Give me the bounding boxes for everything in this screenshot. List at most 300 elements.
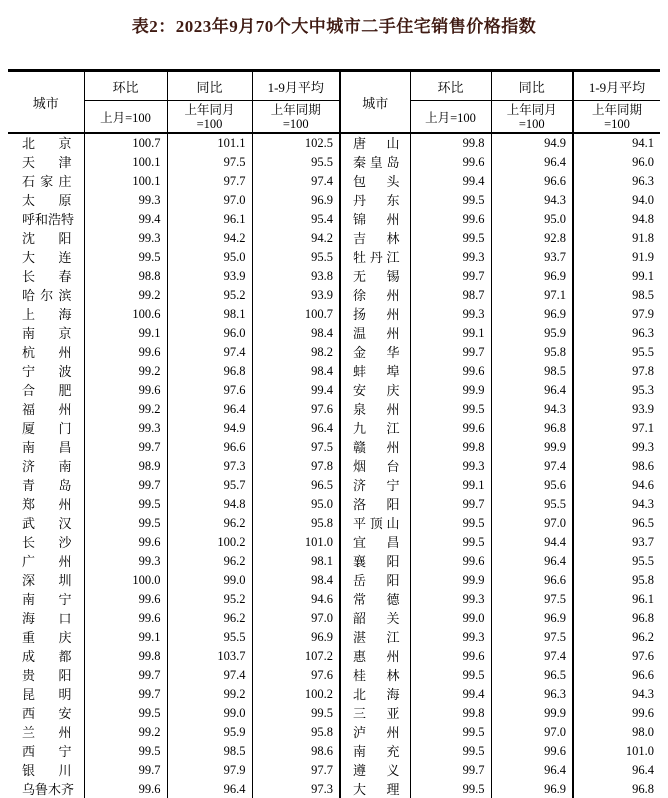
mom-value-right: 99.5 bbox=[410, 780, 491, 798]
city-name: 南 京 bbox=[22, 326, 72, 341]
city-name: 长 春 bbox=[22, 269, 72, 284]
mom-value-right: 99.5 bbox=[410, 723, 491, 742]
mom-value-left: 99.6 bbox=[84, 590, 167, 609]
yoy-value-left: 97.6 bbox=[167, 381, 252, 400]
city-name: 海 口 bbox=[22, 611, 72, 626]
city-cell-left bbox=[8, 514, 84, 533]
table-header bbox=[8, 71, 660, 134]
city-name: 厦 门 bbox=[22, 421, 72, 436]
yoy-value-right: 95.6 bbox=[491, 476, 573, 495]
avg-value-left: 98.2 bbox=[252, 343, 340, 362]
city-name: 无 锡 bbox=[353, 269, 400, 284]
city-name: 泸 州 bbox=[353, 725, 400, 740]
avg-value-right: 96.8 bbox=[573, 780, 660, 798]
yoy-value-left: 95.2 bbox=[167, 590, 252, 609]
mom-value-right: 99.5 bbox=[410, 666, 491, 685]
city-cell-left bbox=[8, 495, 84, 514]
city-name: 南 充 bbox=[353, 744, 400, 759]
yoy-value-left: 97.4 bbox=[167, 666, 252, 685]
mom-value-right: 99.6 bbox=[410, 552, 491, 571]
city-cell-right bbox=[340, 438, 410, 457]
table-row bbox=[8, 286, 660, 305]
mom-value-right: 99.9 bbox=[410, 571, 491, 590]
yoy-value-right: 96.9 bbox=[491, 780, 573, 798]
city-name: 岳 阳 bbox=[353, 573, 400, 588]
avg-value-left: 99.4 bbox=[252, 381, 340, 400]
avg-value-left: 93.8 bbox=[252, 267, 340, 286]
yoy-value-left: 97.7 bbox=[167, 172, 252, 191]
city-cell-right bbox=[340, 761, 410, 780]
avg-value-left: 97.7 bbox=[252, 761, 340, 780]
city-cell-left bbox=[8, 343, 84, 362]
city-cell-left bbox=[8, 438, 84, 457]
city-name: 哈 尔 滨 bbox=[22, 288, 72, 303]
city-cell-right bbox=[340, 381, 410, 400]
city-name: 贵 阳 bbox=[22, 668, 72, 683]
yoy-value-right: 94.3 bbox=[491, 191, 573, 210]
avg-value-right: 95.3 bbox=[573, 381, 660, 400]
mom-value-left: 99.2 bbox=[84, 400, 167, 419]
city-name: 丹 东 bbox=[353, 193, 400, 208]
yoy-value-right: 99.9 bbox=[491, 438, 573, 457]
avg-value-left: 101.0 bbox=[252, 533, 340, 552]
yoy-value-right: 95.9 bbox=[491, 324, 573, 343]
mom-value-right: 99.5 bbox=[410, 742, 491, 761]
table-row bbox=[8, 362, 660, 381]
mom-value-right: 99.4 bbox=[410, 685, 491, 704]
city-cell-right bbox=[340, 495, 410, 514]
avg-value-left: 95.0 bbox=[252, 495, 340, 514]
city-name: 长 沙 bbox=[22, 535, 72, 550]
avg-header-left: 1-9月平均 bbox=[252, 71, 340, 101]
mom-value-left: 99.2 bbox=[84, 723, 167, 742]
city-header-left: 城市 bbox=[8, 71, 84, 134]
city-cell-right bbox=[340, 286, 410, 305]
city-name: 武 汉 bbox=[22, 516, 72, 531]
yoy-value-right: 96.4 bbox=[491, 381, 573, 400]
avg-value-left: 95.5 bbox=[252, 153, 340, 172]
mom-value-left: 100.1 bbox=[84, 172, 167, 191]
yoy-value-left: 96.2 bbox=[167, 514, 252, 533]
avg-value-left: 98.4 bbox=[252, 324, 340, 343]
yoy-subheader-left: 上年同月 =100 bbox=[167, 101, 252, 134]
table-row bbox=[8, 457, 660, 476]
city-cell-right bbox=[340, 229, 410, 248]
city-cell-left bbox=[8, 153, 84, 172]
avg-value-left: 96.9 bbox=[252, 628, 340, 647]
avg-value-left: 97.3 bbox=[252, 780, 340, 798]
city-cell-left bbox=[8, 742, 84, 761]
table-row bbox=[8, 571, 660, 590]
city-name: 赣 州 bbox=[353, 440, 400, 455]
mom-value-right: 99.6 bbox=[410, 210, 491, 229]
avg-value-right: 94.0 bbox=[573, 191, 660, 210]
city-cell-left bbox=[8, 457, 84, 476]
avg-value-right: 94.3 bbox=[573, 685, 660, 704]
yoy-value-right: 96.6 bbox=[491, 571, 573, 590]
avg-value-right: 96.3 bbox=[573, 172, 660, 191]
city-name: 大 理 bbox=[353, 782, 400, 797]
yoy-value-left: 98.1 bbox=[167, 305, 252, 324]
city-cell-left bbox=[8, 305, 84, 324]
mom-value-left: 98.9 bbox=[84, 457, 167, 476]
yoy-value-right: 97.4 bbox=[491, 457, 573, 476]
table-row bbox=[8, 438, 660, 457]
mom-value-left: 99.3 bbox=[84, 552, 167, 571]
mom-value-right: 99.1 bbox=[410, 476, 491, 495]
avg-value-right: 94.8 bbox=[573, 210, 660, 229]
city-name: 温 州 bbox=[353, 326, 400, 341]
city-name: 福 州 bbox=[22, 402, 72, 417]
mom-value-left: 99.5 bbox=[84, 742, 167, 761]
yoy-value-left: 101.1 bbox=[167, 133, 252, 153]
mom-value-left: 99.6 bbox=[84, 533, 167, 552]
city-cell-right bbox=[340, 324, 410, 343]
mom-value-right: 99.5 bbox=[410, 533, 491, 552]
avg-value-right: 96.3 bbox=[573, 324, 660, 343]
table-row bbox=[8, 628, 660, 647]
avg-value-left: 95.8 bbox=[252, 514, 340, 533]
table-row bbox=[8, 476, 660, 495]
city-cell-left bbox=[8, 723, 84, 742]
yoy-value-left: 96.0 bbox=[167, 324, 252, 343]
city-cell-left bbox=[8, 172, 84, 191]
city-name: 深 圳 bbox=[22, 573, 72, 588]
mom-value-right: 99.5 bbox=[410, 229, 491, 248]
yoy-value-left: 97.4 bbox=[167, 343, 252, 362]
mom-value-right: 99.8 bbox=[410, 133, 491, 153]
city-cell-left bbox=[8, 400, 84, 419]
city-cell-left bbox=[8, 362, 84, 381]
header-row-2 bbox=[8, 101, 660, 134]
city-cell-right bbox=[340, 153, 410, 172]
city-name: 宜 昌 bbox=[353, 535, 400, 550]
city-name: 北 海 bbox=[353, 687, 400, 702]
avg-value-left: 98.4 bbox=[252, 362, 340, 381]
avg-value-right: 94.6 bbox=[573, 476, 660, 495]
yoy-value-right: 94.9 bbox=[491, 133, 573, 153]
mom-value-right: 99.7 bbox=[410, 495, 491, 514]
yoy-value-right: 97.5 bbox=[491, 628, 573, 647]
yoy-value-left: 97.9 bbox=[167, 761, 252, 780]
city-cell-right bbox=[340, 210, 410, 229]
mom-value-left: 99.6 bbox=[84, 343, 167, 362]
city-cell-right bbox=[340, 704, 410, 723]
city-name: 遵 义 bbox=[353, 763, 400, 778]
city-name: 安 庆 bbox=[353, 383, 400, 398]
city-name: 包 头 bbox=[353, 174, 400, 189]
city-name: 兰 州 bbox=[22, 725, 72, 740]
yoy-value-right: 93.7 bbox=[491, 248, 573, 267]
mom-value-right: 99.6 bbox=[410, 153, 491, 172]
city-name: 吉 林 bbox=[353, 231, 400, 246]
yoy-value-left: 96.4 bbox=[167, 780, 252, 798]
avg-value-right: 95.5 bbox=[573, 552, 660, 571]
city-name: 青 岛 bbox=[22, 478, 72, 493]
city-cell-left bbox=[8, 419, 84, 438]
avg-value-right: 95.5 bbox=[573, 343, 660, 362]
avg-value-left: 100.2 bbox=[252, 685, 340, 704]
yoy-value-left: 98.5 bbox=[167, 742, 252, 761]
avg-value-right: 97.6 bbox=[573, 647, 660, 666]
table-row bbox=[8, 514, 660, 533]
avg-value-left: 93.9 bbox=[252, 286, 340, 305]
mom-value-left: 99.6 bbox=[84, 780, 167, 798]
city-cell-right bbox=[340, 191, 410, 210]
mom-subheader-left: 上月=100 bbox=[84, 101, 167, 134]
city-name: 大 连 bbox=[22, 250, 72, 265]
yoy-value-right: 94.4 bbox=[491, 533, 573, 552]
avg-value-right: 97.9 bbox=[573, 305, 660, 324]
city-name: 常 德 bbox=[353, 592, 400, 607]
city-name: 银 川 bbox=[22, 763, 72, 778]
mom-value-right: 99.7 bbox=[410, 761, 491, 780]
mom-value-left: 100.1 bbox=[84, 153, 167, 172]
mom-value-right: 99.6 bbox=[410, 647, 491, 666]
city-cell-left bbox=[8, 628, 84, 647]
city-cell-left bbox=[8, 248, 84, 267]
yoy-value-left: 97.3 bbox=[167, 457, 252, 476]
avg-value-right: 91.9 bbox=[573, 248, 660, 267]
table-row bbox=[8, 381, 660, 400]
mom-value-right: 99.3 bbox=[410, 305, 491, 324]
city-name: 合 肥 bbox=[22, 383, 72, 398]
avg-header-right: 1-9月平均 bbox=[573, 71, 660, 101]
table-row bbox=[8, 229, 660, 248]
city-cell-right bbox=[340, 571, 410, 590]
avg-value-right: 101.0 bbox=[573, 742, 660, 761]
table-row bbox=[8, 191, 660, 210]
city-name: 成 都 bbox=[22, 649, 72, 664]
city-name: 北 京 bbox=[22, 136, 72, 151]
city-cell-right bbox=[340, 362, 410, 381]
city-cell-right bbox=[340, 133, 410, 153]
avg-subheader-left: 上年同期 =100 bbox=[252, 101, 340, 134]
mom-header-left: 环比 bbox=[84, 71, 167, 101]
yoy-value-right: 97.0 bbox=[491, 514, 573, 533]
table-row bbox=[8, 685, 660, 704]
mom-value-right: 99.8 bbox=[410, 704, 491, 723]
mom-value-left: 99.5 bbox=[84, 514, 167, 533]
mom-value-left: 100.6 bbox=[84, 305, 167, 324]
yoy-value-left: 96.1 bbox=[167, 210, 252, 229]
mom-value-right: 99.3 bbox=[410, 457, 491, 476]
city-cell-right bbox=[340, 552, 410, 571]
mom-value-right: 99.6 bbox=[410, 362, 491, 381]
city-name: 西 宁 bbox=[22, 744, 72, 759]
city-name: 南 宁 bbox=[22, 592, 72, 607]
city-cell-right bbox=[340, 476, 410, 495]
avg-value-left: 94.6 bbox=[252, 590, 340, 609]
yoy-value-right: 94.3 bbox=[491, 400, 573, 419]
avg-value-right: 96.1 bbox=[573, 590, 660, 609]
avg-value-left: 98.1 bbox=[252, 552, 340, 571]
avg-value-right: 93.7 bbox=[573, 533, 660, 552]
mom-value-right: 99.3 bbox=[410, 248, 491, 267]
table-row bbox=[8, 153, 660, 172]
yoy-value-right: 97.1 bbox=[491, 286, 573, 305]
mom-value-left: 99.8 bbox=[84, 647, 167, 666]
yoy-subheader-right: 上年同月 =100 bbox=[491, 101, 573, 134]
mom-value-left: 99.1 bbox=[84, 324, 167, 343]
city-name: 桂 林 bbox=[353, 668, 400, 683]
yoy-header-right: 同比 bbox=[491, 71, 573, 101]
city-cell-left bbox=[8, 191, 84, 210]
city-name: 徐 州 bbox=[353, 288, 400, 303]
city-cell-left bbox=[8, 761, 84, 780]
table-row bbox=[8, 761, 660, 780]
city-cell-right bbox=[340, 609, 410, 628]
avg-value-left: 98.4 bbox=[252, 571, 340, 590]
avg-value-left: 97.8 bbox=[252, 457, 340, 476]
city-cell-left bbox=[8, 324, 84, 343]
yoy-value-left: 96.6 bbox=[167, 438, 252, 457]
yoy-value-right: 98.5 bbox=[491, 362, 573, 381]
mom-header-right: 环比 bbox=[410, 71, 491, 101]
city-name: 金 华 bbox=[353, 345, 400, 360]
yoy-value-right: 96.4 bbox=[491, 761, 573, 780]
yoy-value-left: 94.8 bbox=[167, 495, 252, 514]
city-name: 牡 丹 江 bbox=[353, 250, 400, 265]
yoy-value-left: 99.2 bbox=[167, 685, 252, 704]
city-name: 重 庆 bbox=[22, 630, 72, 645]
yoy-value-left: 100.2 bbox=[167, 533, 252, 552]
city-name: 湛 江 bbox=[353, 630, 400, 645]
table-row bbox=[8, 552, 660, 571]
yoy-value-right: 99.9 bbox=[491, 704, 573, 723]
avg-value-left: 95.4 bbox=[252, 210, 340, 229]
city-cell-left bbox=[8, 229, 84, 248]
mom-value-right: 99.5 bbox=[410, 191, 491, 210]
avg-value-right: 98.0 bbox=[573, 723, 660, 742]
city-name: 平 顶 山 bbox=[353, 516, 400, 531]
yoy-value-right: 92.8 bbox=[491, 229, 573, 248]
city-name: 韶 关 bbox=[353, 611, 400, 626]
city-cell-left bbox=[8, 552, 84, 571]
avg-value-right: 93.9 bbox=[573, 400, 660, 419]
avg-value-left: 99.5 bbox=[252, 704, 340, 723]
city-cell-right bbox=[340, 343, 410, 362]
avg-value-right: 98.6 bbox=[573, 457, 660, 476]
city-name: 洛 阳 bbox=[353, 497, 400, 512]
mom-value-left: 99.4 bbox=[84, 210, 167, 229]
mom-subheader-right: 上月=100 bbox=[410, 101, 491, 134]
mom-value-left: 99.5 bbox=[84, 248, 167, 267]
avg-value-right: 99.1 bbox=[573, 267, 660, 286]
city-cell-left bbox=[8, 609, 84, 628]
mom-value-left: 99.7 bbox=[84, 761, 167, 780]
city-cell-right bbox=[340, 780, 410, 798]
yoy-value-left: 96.2 bbox=[167, 609, 252, 628]
city-name: 南 昌 bbox=[22, 440, 72, 455]
city-name: 上 海 bbox=[22, 307, 72, 322]
table-row bbox=[8, 248, 660, 267]
yoy-value-left: 97.0 bbox=[167, 191, 252, 210]
city-name: 呼 和 浩 特 bbox=[22, 212, 75, 227]
mom-value-right: 99.3 bbox=[410, 628, 491, 647]
table-row bbox=[8, 419, 660, 438]
avg-value-right: 96.0 bbox=[573, 153, 660, 172]
mom-value-left: 99.6 bbox=[84, 609, 167, 628]
yoy-value-left: 95.7 bbox=[167, 476, 252, 495]
city-cell-left bbox=[8, 267, 84, 286]
avg-value-right: 96.8 bbox=[573, 609, 660, 628]
mom-value-left: 99.7 bbox=[84, 476, 167, 495]
table-row bbox=[8, 495, 660, 514]
yoy-value-right: 97.0 bbox=[491, 723, 573, 742]
table-row bbox=[8, 742, 660, 761]
city-name: 锦 州 bbox=[353, 212, 400, 227]
city-cell-right bbox=[340, 172, 410, 191]
avg-value-right: 94.3 bbox=[573, 495, 660, 514]
mom-value-left: 99.3 bbox=[84, 419, 167, 438]
table-row bbox=[8, 343, 660, 362]
table-row bbox=[8, 305, 660, 324]
city-cell-right bbox=[340, 533, 410, 552]
city-cell-left bbox=[8, 381, 84, 400]
city-cell-right bbox=[340, 666, 410, 685]
city-cell-left bbox=[8, 533, 84, 552]
city-cell-left bbox=[8, 476, 84, 495]
avg-value-right: 99.3 bbox=[573, 438, 660, 457]
avg-value-left: 97.6 bbox=[252, 666, 340, 685]
city-name: 宁 波 bbox=[22, 364, 72, 379]
header-row-1 bbox=[8, 71, 660, 101]
avg-value-right: 95.8 bbox=[573, 571, 660, 590]
mom-value-left: 98.8 bbox=[84, 267, 167, 286]
yoy-value-right: 97.4 bbox=[491, 647, 573, 666]
city-name: 济 南 bbox=[22, 459, 72, 474]
table-row bbox=[8, 172, 660, 191]
city-cell-left bbox=[8, 780, 84, 798]
avg-value-left: 96.5 bbox=[252, 476, 340, 495]
avg-value-right: 94.1 bbox=[573, 133, 660, 153]
yoy-value-right: 96.3 bbox=[491, 685, 573, 704]
mom-value-right: 99.0 bbox=[410, 609, 491, 628]
city-cell-right bbox=[340, 400, 410, 419]
city-cell-left bbox=[8, 666, 84, 685]
city-name: 秦 皇 岛 bbox=[353, 155, 400, 170]
city-name: 扬 州 bbox=[353, 307, 400, 322]
yoy-value-left: 95.9 bbox=[167, 723, 252, 742]
avg-value-left: 95.5 bbox=[252, 248, 340, 267]
table-row bbox=[8, 609, 660, 628]
avg-value-left: 102.5 bbox=[252, 133, 340, 153]
mom-value-left: 99.5 bbox=[84, 495, 167, 514]
yoy-value-left: 95.5 bbox=[167, 628, 252, 647]
city-name: 广 州 bbox=[22, 554, 72, 569]
avg-value-right: 99.6 bbox=[573, 704, 660, 723]
avg-value-left: 100.7 bbox=[252, 305, 340, 324]
yoy-value-right: 95.5 bbox=[491, 495, 573, 514]
mom-value-right: 99.5 bbox=[410, 400, 491, 419]
avg-value-left: 95.8 bbox=[252, 723, 340, 742]
yoy-value-left: 96.2 bbox=[167, 552, 252, 571]
avg-value-left: 97.5 bbox=[252, 438, 340, 457]
mom-value-left: 99.7 bbox=[84, 666, 167, 685]
city-name: 沈 阳 bbox=[22, 231, 72, 246]
avg-value-right: 96.6 bbox=[573, 666, 660, 685]
city-name: 乌 鲁 木 齐 bbox=[22, 782, 75, 797]
mom-value-left: 99.7 bbox=[84, 438, 167, 457]
mom-value-right: 99.6 bbox=[410, 419, 491, 438]
avg-value-right: 96.4 bbox=[573, 761, 660, 780]
city-name: 杭 州 bbox=[22, 345, 72, 360]
city-header-right: 城市 bbox=[340, 71, 410, 134]
city-name: 济 宁 bbox=[353, 478, 400, 493]
avg-value-left: 97.4 bbox=[252, 172, 340, 191]
city-cell-left bbox=[8, 685, 84, 704]
